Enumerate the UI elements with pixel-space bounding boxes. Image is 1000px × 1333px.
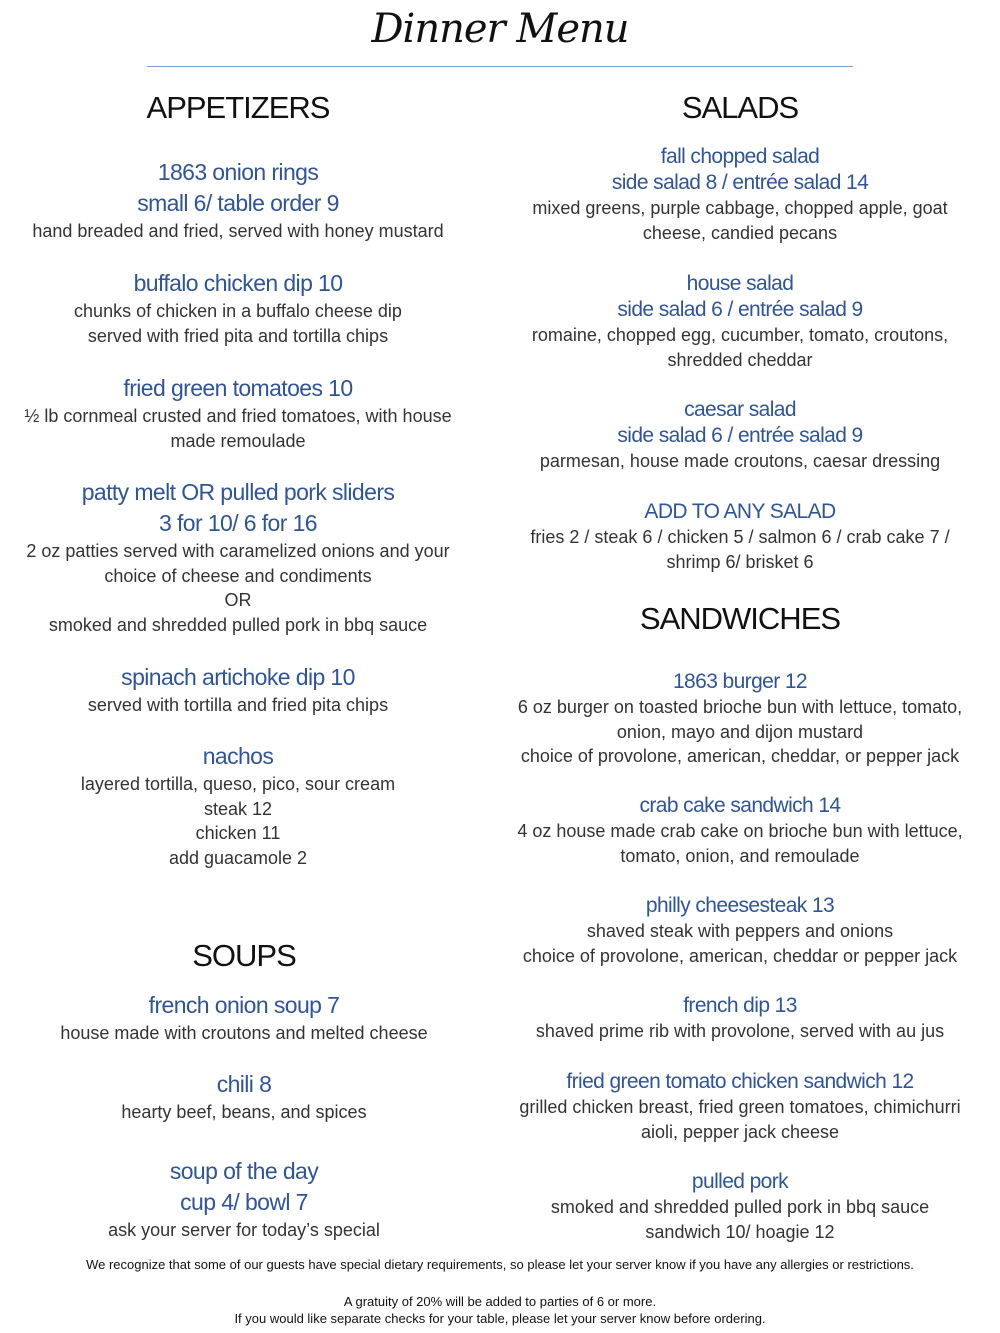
item-description: OR [224, 590, 252, 610]
item-description: parmesan, house made croutons, caesar dressing [539, 451, 941, 471]
item-title: buffalo chicken dip 10 [133, 270, 343, 296]
item-description: shredded cheddar [667, 349, 813, 370]
item-title: french onion soup 7 [148, 992, 340, 1018]
menu-item [6, 1156, 482, 1243]
menu-item [0, 662, 476, 718]
section-heading: SANDWICHES [639, 601, 841, 636]
item-title: 1863 onion rings [157, 159, 319, 185]
gratuity-notice: A gratuity of 20% will be added to parties of 6 or more. [343, 1294, 657, 1309]
item-description: choice of cheese and condiments [104, 565, 372, 586]
menu-item [490, 397, 990, 474]
menu-item [6, 990, 482, 1046]
item-title: fried green tomato chicken sandwich 12 [566, 1070, 914, 1093]
item-description: chunks of chicken in a buffalo cheese dip [74, 301, 402, 321]
menu-item [490, 893, 990, 968]
menu-item [0, 373, 476, 453]
item-description: made remoulade [170, 430, 306, 451]
item-description: served with tortilla and fried pita chips [87, 695, 389, 715]
item-description: choice of provolone, american, cheddar, or pepper jack [520, 746, 960, 766]
item-description: 2 oz patties served with caramelized onions and your [26, 541, 450, 561]
menu-item [0, 157, 476, 244]
menu-item [0, 741, 476, 870]
item-title: soup of the day [169, 1158, 319, 1184]
item-description: smoked and shredded pulled pork in bbq sauce [550, 1197, 930, 1217]
item-description: sandwich 10/ hoagie 12 [645, 1221, 835, 1242]
item-title: pulled pork [691, 1170, 789, 1193]
item-price: side salad 8 / entrée salad 14 [611, 171, 869, 194]
item-description: shrimp 6/ brisket 6 [666, 551, 814, 572]
item-description: grilled chicken breast, fried green tomatoes, chimichurri [519, 1097, 961, 1117]
item-description: house made with croutons and melted cheese [60, 1023, 428, 1043]
item-price: side salad 6 / entrée salad 9 [617, 424, 863, 447]
item-title: french dip 13 [683, 994, 797, 1017]
item-description: 4 oz house made crab cake on brioche bun with lettuce, [517, 821, 963, 841]
item-title: caesar salad [684, 398, 796, 421]
item-title: fried green tomatoes 10 [123, 375, 353, 401]
item-price: cup 4/ bowl 7 [180, 1189, 308, 1215]
menu-item [490, 1169, 990, 1244]
separate-checks-notice: If you would like separate checks for your table, please let your server know before ordering. [234, 1311, 766, 1326]
item-description: steak 12 [203, 798, 273, 819]
item-title: chili 8 [216, 1071, 272, 1097]
item-title: spinach artichoke dip 10 [121, 664, 355, 690]
item-title: house salad [686, 272, 794, 295]
menu-item [0, 268, 476, 348]
item-description: onion, mayo and dijon mustard [616, 721, 864, 742]
page-title: Dinner Menu [371, 6, 629, 52]
item-description: add guacamole 2 [168, 847, 308, 868]
item-description: ½ lb cornmeal crusted and fried tomatoes, with house [24, 406, 452, 426]
menu-item [6, 1069, 482, 1125]
item-title: ADD TO ANY SALAD [644, 500, 836, 523]
item-description: chicken 11 [195, 823, 281, 843]
menu-item [490, 1069, 990, 1144]
item-title: nachos [202, 743, 274, 769]
item-description: tomato, onion, and remoulade [620, 845, 860, 866]
item-title: crab cake sandwich 14 [639, 794, 841, 817]
item-title: fall chopped salad [660, 145, 820, 168]
item-price: 3 for 10/ 6 for 16 [159, 510, 317, 536]
item-description: choice of provolone, american, cheddar or pepper jack [522, 945, 958, 966]
section-heading: SOUPS [192, 938, 296, 973]
item-description: served with fried pita and tortilla chips [87, 325, 389, 346]
item-description: fries 2 / steak 6 / chicken 5 / salmon 6 / crab cake 7 / [530, 527, 950, 547]
item-description: 6 oz burger on toasted brioche bun with lettuce, tomato, [517, 697, 963, 717]
item-description: cheese, candied pecans [642, 222, 838, 243]
item-title: philly cheesesteak 13 [645, 894, 835, 917]
title-divider [147, 66, 853, 67]
item-description: aioli, pepper jack cheese [640, 1121, 840, 1142]
item-description: shaved prime rib with provolone, served with au jus [535, 1021, 945, 1041]
item-price: small 6/ table order 9 [137, 190, 339, 216]
item-description: mixed greens, purple cabbage, chopped apple, goat [532, 198, 948, 218]
item-description: shaved steak with peppers and onions [586, 921, 894, 941]
item-title: 1863 burger 12 [672, 670, 808, 693]
item-description: ask your server for today’s special [108, 1220, 380, 1240]
menu-item [490, 144, 990, 245]
menu-item [0, 477, 476, 637]
item-description: hearty beef, beans, and spices [121, 1102, 367, 1122]
dietary-notice: We recognize that some of our guests have special dietary requirements, so please let your server know if you have any allergies or restrictions. [86, 1257, 914, 1272]
item-title: patty melt OR pulled pork sliders [81, 479, 395, 505]
section-heading: SALADS [681, 90, 799, 125]
menu-item [490, 499, 990, 574]
item-description: smoked and shredded pulled pork in bbq sauce [48, 614, 428, 635]
section-heading: APPETIZERS [146, 90, 330, 125]
menu-item [490, 793, 990, 868]
item-description: layered tortilla, queso, pico, sour cream [80, 774, 396, 794]
item-description: hand breaded and fried, served with honey mustard [32, 221, 444, 241]
item-description: romaine, chopped egg, cucumber, tomato, croutons, [531, 325, 949, 345]
menu-item [490, 271, 990, 372]
item-price: side salad 6 / entrée salad 9 [617, 298, 863, 321]
menu-item [490, 993, 990, 1044]
menu-item [490, 669, 990, 769]
